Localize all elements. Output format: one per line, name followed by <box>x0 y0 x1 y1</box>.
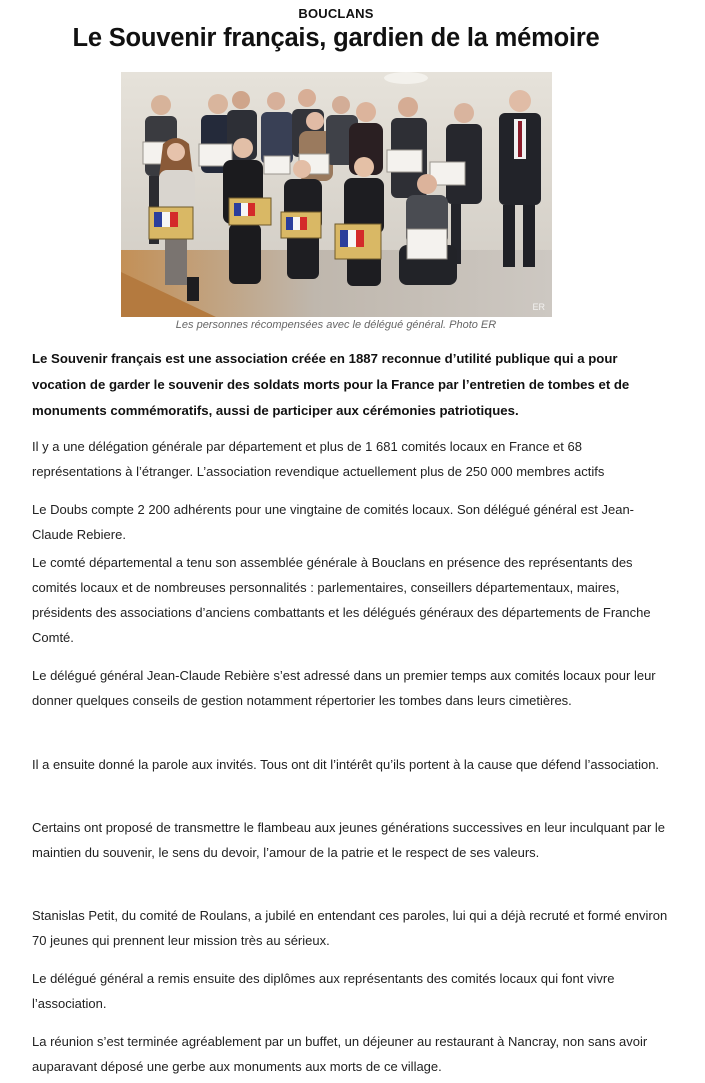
article-paragraph: Certains ont proposé de transmettre le flambeau aux jeunes générations successives en leur inculquant par le maintien du souvenir, le sens du devoir, l’amour de la patrie et le respect de ses valeurs. <box>32 820 666 860</box>
article-paragraph: Le délégué général a remis ensuite des diplômes aux représentants des comités locaux qui font vivre l’association. <box>32 971 615 1011</box>
article-paragraph: Stanislas Petit, du comité de Roulans, a jubilé en entendant ces paroles, lui qui a déjà recruté et formé environ 70 jeunes qui prennent leur mission très au sérieux. <box>32 908 668 948</box>
photo-watermark: ER <box>532 302 545 312</box>
article-paragraph: Le délégué général Jean-Claude Rebière s’est adressé dans un premier temps aux comités locaux pour leur donner quelques conseils de gestion notamment répertorier les tombes dans leurs cimetières. <box>32 668 656 708</box>
article-paragraph: Il y a une délégation générale par département et plus de 1 681 comités locaux en France et 68 représentations à l’étranger. L’association revendique actuellement plus de 250 000 membres actifs <box>32 439 605 479</box>
article-paragraph: La réunion s’est terminée agréablement par un buffet, un déjeuner au restaurant à Nancray, non sans avoir auparavant déposé une gerbe aux monuments aux morts de ce village. <box>32 1034 648 1074</box>
article-paragraph: Le comté départemental a tenu son assemblée générale à Bouclans en présence des représentants des comités locaux et de nombreuses personnalités : parlementaires, conseillers départementaux, maires, présidents des associations d’anciens combattants et les délégués généraux des départements de Franche Comté. <box>32 555 651 645</box>
article-kicker: BOUCLANS <box>298 6 374 21</box>
photo-caption: Les personnes récompensées avec le délégué général. Photo ER <box>175 319 497 331</box>
article-paragraph: Il a ensuite donné la parole aux invités. Tous ont dit l’intérêt qu’ils portent à la cause que défend l’association. <box>32 757 660 772</box>
article-title: Le Souvenir français, gardien de la mémoire <box>72 24 600 52</box>
group-photo-illustration <box>121 72 552 317</box>
article-photo <box>121 72 552 317</box>
article-paragraph: Le Doubs compte 2 200 adhérents pour une vingtaine de comités locaux. Son délégué général est Jean-Claude Rebiere. <box>32 502 635 542</box>
article-lead-paragraph: Le Souvenir français est une association créée en 1887 reconnue d’utilité publique qui a pour vocation de garder le souvenir des soldats morts pour la France par l’entretien de tombes et de monuments commémoratifs, aussi de participer aux cérémonies patriotiques. <box>32 351 630 418</box>
